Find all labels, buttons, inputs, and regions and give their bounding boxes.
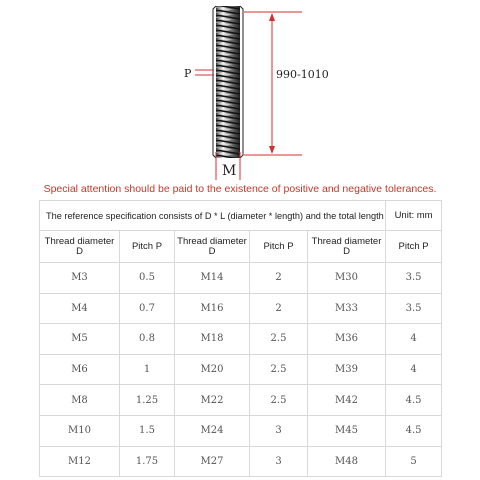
thread-diameter-cell: M24	[175, 415, 250, 446]
thread-diameter-cell: M22	[175, 385, 250, 416]
pitch-cell: 2.5	[250, 354, 308, 385]
pitch-cell: 2	[250, 293, 308, 324]
thread-diameter-cell: M6	[40, 354, 120, 385]
table-row	[40, 324, 442, 355]
column-header: Pitch P	[386, 231, 442, 263]
thread-diameter-cell: M36	[308, 324, 386, 355]
pitch-cell: 3	[250, 446, 308, 477]
tolerance-notice: Special attention should be paid to the existence of positive and negative tolerances.	[43, 183, 437, 195]
table-row	[40, 263, 442, 294]
table-header-row	[40, 231, 442, 263]
thread-diameter-cell: M45	[308, 415, 386, 446]
thread-diameter-cell: M42	[308, 385, 386, 416]
pitch-cell: 0.7	[120, 293, 175, 324]
threaded-rod-diagram	[0, 0, 480, 182]
thread-diameter-cell: M5	[40, 324, 120, 355]
thread-diameter-cell: M12	[40, 446, 120, 477]
pitch-cell: 4	[386, 324, 442, 355]
pitch-cell: 1.25	[120, 385, 175, 416]
table-caption: The reference specification consists of D * L (diameter * length) and the total length	[40, 201, 386, 231]
pitch-cell: 3.5	[386, 263, 442, 294]
thread-diameter-cell: M48	[308, 446, 386, 477]
pitch-cell: 1.5	[120, 415, 175, 446]
pitch-label: P	[184, 67, 192, 80]
thread-diameter-cell: M39	[308, 354, 386, 385]
pitch-cell: 3	[250, 415, 308, 446]
column-header: Thread diameter D	[40, 231, 120, 263]
table-row	[40, 415, 442, 446]
pitch-cell: 4	[386, 354, 442, 385]
table-row	[40, 385, 442, 416]
pitch-cell: 0.8	[120, 324, 175, 355]
thread-diameter-cell: M30	[308, 263, 386, 294]
pitch-cell: 2.5	[250, 385, 308, 416]
thread-diameter-cell: M8	[40, 385, 120, 416]
column-header: Thread diameter D	[175, 231, 250, 263]
thread-diameter-cell: M16	[175, 293, 250, 324]
column-header: Thread diameter D	[308, 231, 386, 263]
diameter-label: M	[222, 163, 237, 179]
thread-diameter-cell: M4	[40, 293, 120, 324]
pitch-cell: 2.5	[250, 324, 308, 355]
thread-diameter-cell: M20	[175, 354, 250, 385]
pitch-cell: 1	[120, 354, 175, 385]
thread-diameter-cell: M33	[308, 293, 386, 324]
pitch-dimension	[195, 70, 214, 75]
thread-diameter-cell: M10	[40, 415, 120, 446]
pitch-cell: 1.75	[120, 446, 175, 477]
thread-diameter-cell: M14	[175, 263, 250, 294]
column-header: Pitch P	[250, 231, 308, 263]
threaded-rod	[213, 6, 243, 158]
thread-diameter-cell: M3	[40, 263, 120, 294]
pitch-cell: 2	[250, 263, 308, 294]
column-header: Pitch P	[120, 231, 175, 263]
pitch-cell: 3.5	[386, 293, 442, 324]
length-dimension	[244, 12, 302, 155]
pitch-cell: 0.5	[120, 263, 175, 294]
pitch-cell: 4.5	[386, 385, 442, 416]
thread-diameter-cell: M18	[175, 324, 250, 355]
table-row	[40, 354, 442, 385]
length-label: 990-1010	[276, 68, 329, 81]
table-caption-row	[40, 201, 442, 231]
pitch-cell: 4.5	[386, 415, 442, 446]
specification-table	[39, 200, 442, 477]
thread-diameter-cell: M27	[175, 446, 250, 477]
table-row	[40, 293, 442, 324]
unit-label: Unit: mm	[386, 201, 442, 231]
table-row	[40, 446, 442, 477]
pitch-cell: 5	[386, 446, 442, 477]
